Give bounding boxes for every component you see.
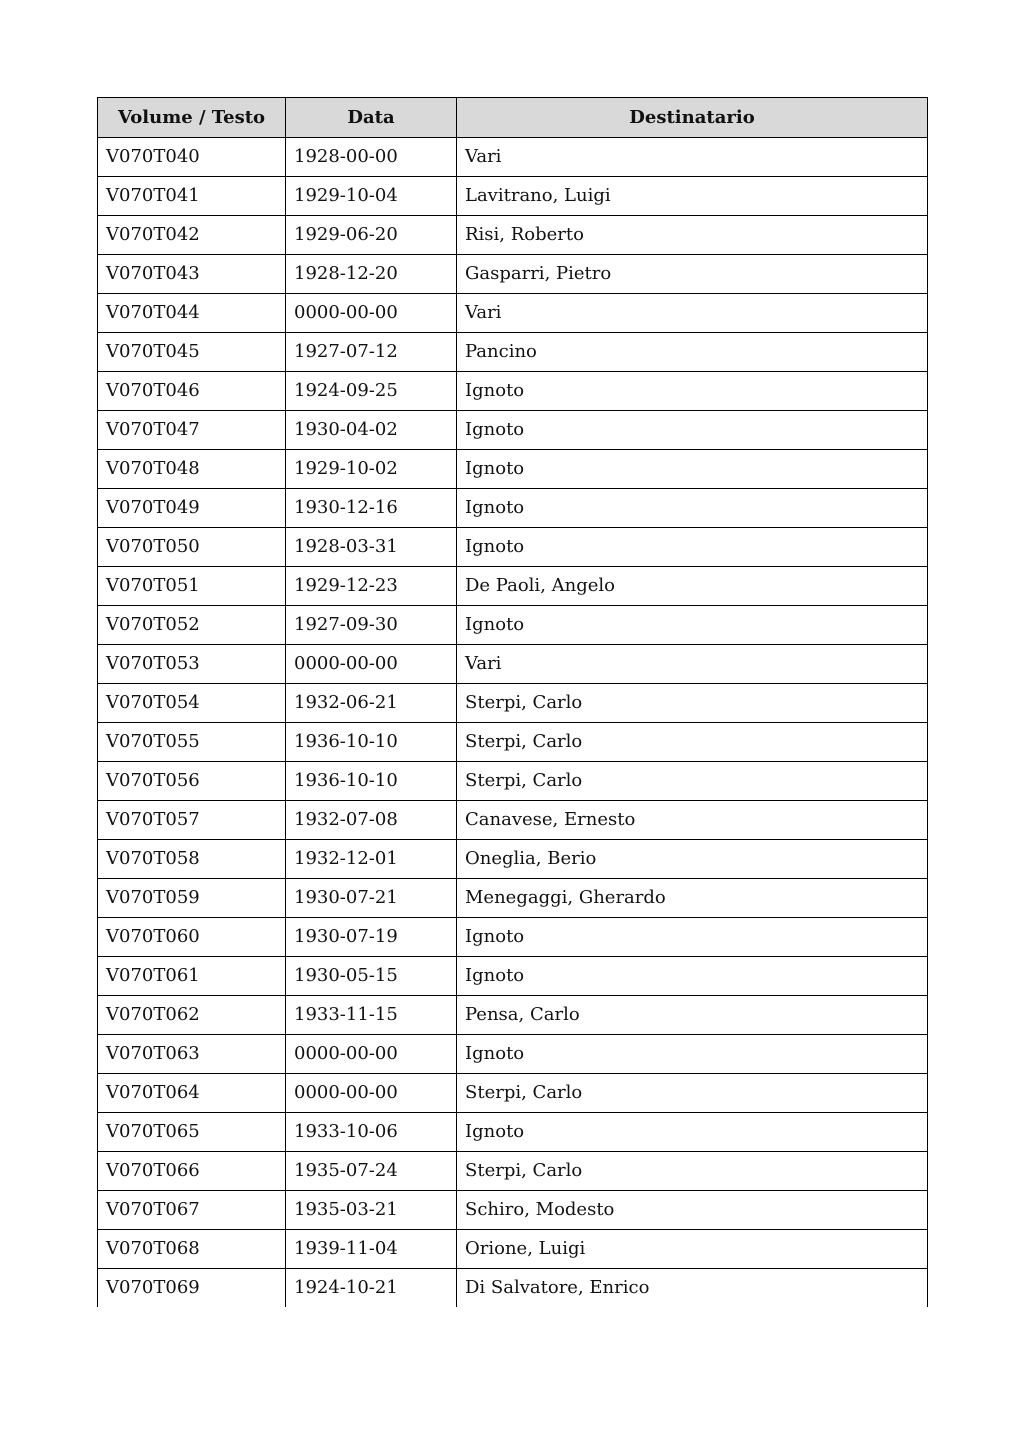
cell-data: 1929-10-04 (286, 177, 457, 216)
cell-data: 1935-03-21 (286, 1191, 457, 1230)
table-row (98, 762, 928, 801)
header-destinatario: Destinatario (457, 98, 928, 138)
cell-data: 1939-11-04 (286, 1230, 457, 1269)
cell-destinatario: Pancino (457, 333, 928, 372)
table-row (98, 177, 928, 216)
letters-table (97, 97, 928, 1307)
cell-destinatario: Di Salvatore, Enrico (457, 1269, 928, 1308)
cell-data: 1932-12-01 (286, 840, 457, 879)
table-row (98, 645, 928, 684)
cell-volume-testo: V070T061 (98, 957, 286, 996)
cell-destinatario: Sterpi, Carlo (457, 684, 928, 723)
cell-volume-testo: V070T042 (98, 216, 286, 255)
cell-data: 1935-07-24 (286, 1152, 457, 1191)
cell-destinatario: Ignoto (457, 1035, 928, 1074)
cell-destinatario: Vari (457, 138, 928, 177)
cell-destinatario: Ignoto (457, 606, 928, 645)
table-row (98, 411, 928, 450)
table-row (98, 1035, 928, 1074)
table-row (98, 840, 928, 879)
table-row (98, 879, 928, 918)
cell-destinatario: Vari (457, 294, 928, 333)
table-row (98, 489, 928, 528)
cell-destinatario: Orione, Luigi (457, 1230, 928, 1269)
cell-data: 1936-10-10 (286, 762, 457, 801)
cell-destinatario: Ignoto (457, 528, 928, 567)
cell-volume-testo: V070T049 (98, 489, 286, 528)
cell-data: 1930-07-19 (286, 918, 457, 957)
table-row (98, 1074, 928, 1113)
cell-destinatario: Gasparri, Pietro (457, 255, 928, 294)
table-row (98, 1269, 928, 1308)
cell-data: 1929-10-02 (286, 450, 457, 489)
table-row (98, 372, 928, 411)
cell-destinatario: Lavitrano, Luigi (457, 177, 928, 216)
table-row (98, 1152, 928, 1191)
cell-destinatario: Ignoto (457, 1113, 928, 1152)
cell-data: 1929-12-23 (286, 567, 457, 606)
cell-destinatario: Menegaggi, Gherardo (457, 879, 928, 918)
cell-data: 1930-07-21 (286, 879, 457, 918)
cell-volume-testo: V070T059 (98, 879, 286, 918)
cell-destinatario: Schiro, Modesto (457, 1191, 928, 1230)
cell-data: 1933-11-15 (286, 996, 457, 1035)
cell-volume-testo: V070T057 (98, 801, 286, 840)
table-row (98, 723, 928, 762)
cell-data: 0000-00-00 (286, 294, 457, 333)
cell-destinatario: De Paoli, Angelo (457, 567, 928, 606)
cell-volume-testo: V070T060 (98, 918, 286, 957)
cell-data: 1928-03-31 (286, 528, 457, 567)
cell-data: 1930-05-15 (286, 957, 457, 996)
cell-volume-testo: V070T056 (98, 762, 286, 801)
cell-destinatario: Sterpi, Carlo (457, 1152, 928, 1191)
cell-volume-testo: V070T066 (98, 1152, 286, 1191)
header-data: Data (286, 98, 457, 138)
cell-volume-testo: V070T069 (98, 1269, 286, 1308)
cell-data: 1933-10-06 (286, 1113, 457, 1152)
table-row (98, 957, 928, 996)
cell-data: 1932-06-21 (286, 684, 457, 723)
cell-data: 0000-00-00 (286, 645, 457, 684)
cell-volume-testo: V070T043 (98, 255, 286, 294)
cell-data: 1924-09-25 (286, 372, 457, 411)
table-row (98, 528, 928, 567)
cell-volume-testo: V070T047 (98, 411, 286, 450)
cell-data: 1924-10-21 (286, 1269, 457, 1308)
cell-destinatario: Ignoto (457, 450, 928, 489)
cell-data: 1929-06-20 (286, 216, 457, 255)
cell-destinatario: Sterpi, Carlo (457, 762, 928, 801)
cell-destinatario: Sterpi, Carlo (457, 1074, 928, 1113)
table-row (98, 606, 928, 645)
cell-volume-testo: V070T068 (98, 1230, 286, 1269)
table-row (98, 801, 928, 840)
table-row (98, 333, 928, 372)
cell-destinatario: Ignoto (457, 372, 928, 411)
cell-volume-testo: V070T046 (98, 372, 286, 411)
table-row (98, 450, 928, 489)
cell-volume-testo: V070T051 (98, 567, 286, 606)
table-row (98, 1230, 928, 1269)
cell-destinatario: Ignoto (457, 411, 928, 450)
cell-volume-testo: V070T065 (98, 1113, 286, 1152)
table-row (98, 684, 928, 723)
cell-destinatario: Risi, Roberto (457, 216, 928, 255)
cell-data: 0000-00-00 (286, 1035, 457, 1074)
table-header-row (98, 98, 928, 138)
cell-destinatario: Oneglia, Berio (457, 840, 928, 879)
cell-volume-testo: V070T067 (98, 1191, 286, 1230)
table-row (98, 996, 928, 1035)
cell-volume-testo: V070T064 (98, 1074, 286, 1113)
cell-volume-testo: V070T063 (98, 1035, 286, 1074)
cell-destinatario: Ignoto (457, 489, 928, 528)
cell-data: 0000-00-00 (286, 1074, 457, 1113)
cell-volume-testo: V070T050 (98, 528, 286, 567)
table-row (98, 918, 928, 957)
cell-data: 1930-12-16 (286, 489, 457, 528)
cell-data: 1936-10-10 (286, 723, 457, 762)
cell-data: 1928-00-00 (286, 138, 457, 177)
cell-volume-testo: V070T055 (98, 723, 286, 762)
cell-data: 1932-07-08 (286, 801, 457, 840)
cell-volume-testo: V070T044 (98, 294, 286, 333)
cell-volume-testo: V070T062 (98, 996, 286, 1035)
cell-volume-testo: V070T053 (98, 645, 286, 684)
table-row (98, 138, 928, 177)
cell-data: 1928-12-20 (286, 255, 457, 294)
table-row (98, 216, 928, 255)
table-row (98, 294, 928, 333)
cell-destinatario: Pensa, Carlo (457, 996, 928, 1035)
cell-destinatario: Vari (457, 645, 928, 684)
table-row (98, 1191, 928, 1230)
header-volume-testo: Volume / Testo (98, 98, 286, 138)
cell-destinatario: Ignoto (457, 957, 928, 996)
letters-table-container (97, 97, 927, 1307)
table-body (98, 138, 928, 1308)
cell-volume-testo: V070T041 (98, 177, 286, 216)
cell-volume-testo: V070T052 (98, 606, 286, 645)
table-row (98, 1113, 928, 1152)
cell-volume-testo: V070T048 (98, 450, 286, 489)
cell-volume-testo: V070T054 (98, 684, 286, 723)
cell-destinatario: Ignoto (457, 918, 928, 957)
table-row (98, 567, 928, 606)
cell-data: 1930-04-02 (286, 411, 457, 450)
cell-destinatario: Canavese, Ernesto (457, 801, 928, 840)
cell-data: 1927-07-12 (286, 333, 457, 372)
cell-destinatario: Sterpi, Carlo (457, 723, 928, 762)
cell-data: 1927-09-30 (286, 606, 457, 645)
cell-volume-testo: V070T058 (98, 840, 286, 879)
cell-volume-testo: V070T045 (98, 333, 286, 372)
cell-volume-testo: V070T040 (98, 138, 286, 177)
table-row (98, 255, 928, 294)
